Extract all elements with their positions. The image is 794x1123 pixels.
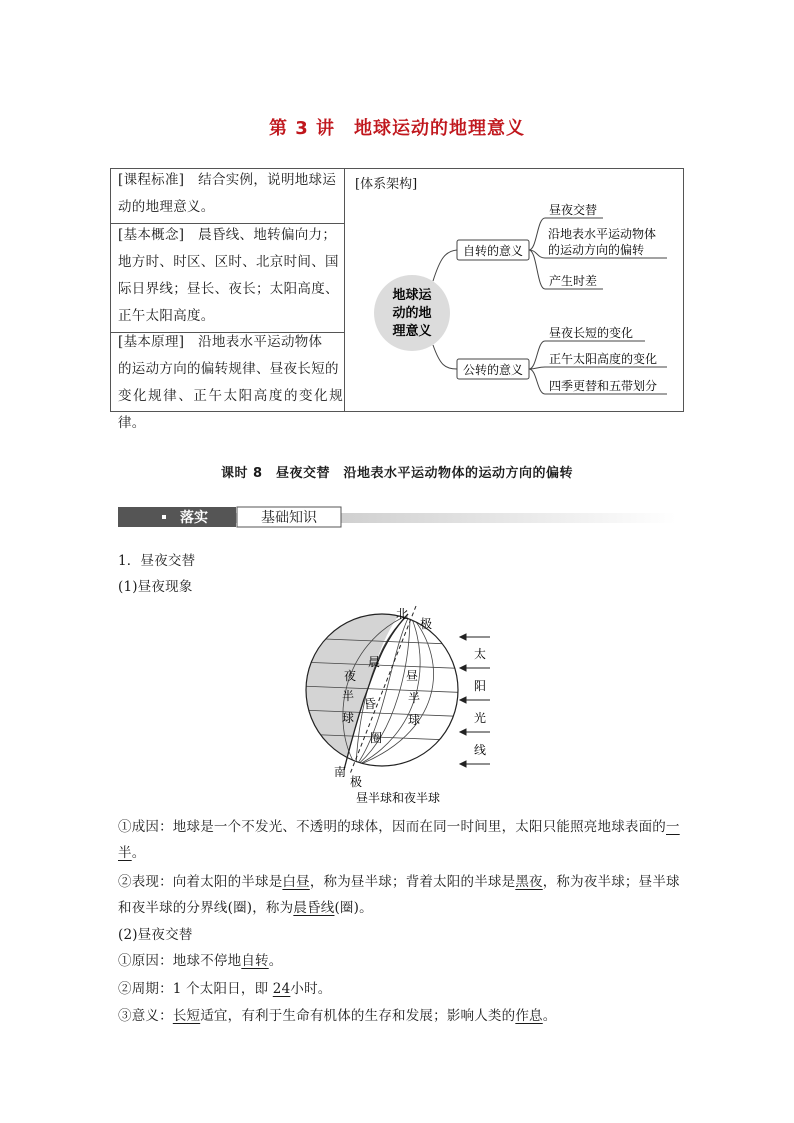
principles-text: 的运动方向的偏转规律、昼夜长短的 <box>118 361 339 377</box>
heading-day-night: 1．昼夜交替 <box>118 553 196 569</box>
principles-label: [基本原理] <box>118 334 185 350</box>
revolution-label: 公转的意义 <box>462 363 524 377</box>
answer-daytime: 白昼 <box>282 874 310 890</box>
answer-hours: 24 <box>272 981 291 997</box>
concepts-text: 地方时、时区、区时、北京时间、国 <box>118 254 339 270</box>
reason-text: ①原因：地球不停地 <box>118 953 242 969</box>
perf-text: (圈)。 <box>334 900 373 916</box>
south-pole-label: 南 <box>334 765 347 779</box>
concepts-cell <box>118 222 343 330</box>
curriculum-text: 动的地理意义。 <box>118 199 215 215</box>
center-label: 地球运 <box>392 288 432 303</box>
period-line <box>118 976 683 1002</box>
rotation-item: 昼夜交替 <box>549 203 598 217</box>
concept-map <box>345 169 683 411</box>
connector <box>433 345 457 369</box>
center-label: 动的地 <box>392 306 432 321</box>
banner-left-box <box>118 507 236 527</box>
meaning-text: 适宜，有利于生命有机体的生存和发展；影响人类的 <box>200 1008 516 1024</box>
period-text: ②周期：1 个太阳日，即 <box>118 981 273 997</box>
heading-alternation: (2)昼夜交替 <box>118 927 193 943</box>
connector <box>433 250 457 281</box>
lesson-title: 课时 8 昼夜交替 沿地表水平运动物体的运动方向的偏转 <box>220 466 574 481</box>
sunlight-label: 太 <box>474 647 487 661</box>
sunlight-label: 光 <box>474 711 487 725</box>
sunlight-label: 阳 <box>474 679 487 693</box>
figure-caption: 昼半球和夜半球 <box>355 791 441 805</box>
reason-line <box>118 948 683 974</box>
terminator-label: 昏 <box>364 697 377 711</box>
cause-paragraph <box>118 814 683 866</box>
structure-label: [体系架构] <box>355 177 418 192</box>
banner-left-text: 落实 <box>180 510 208 526</box>
connector <box>529 341 545 369</box>
sunlight-label: 线 <box>474 743 487 757</box>
rotation-item: 的运动方向的偏转 <box>548 243 645 257</box>
south-pole-label: 极 <box>350 775 363 789</box>
concepts-text: 际日界线；昼长、夜长；太阳高度、 <box>118 281 339 297</box>
answer-terminator: 晨昏线 <box>293 900 335 916</box>
banner-right-text: 基础知识 <box>261 510 317 526</box>
principles-text: 沿地表水平运动物体 <box>198 334 323 350</box>
night-label: 球 <box>342 711 355 725</box>
center-label: 理意义 <box>392 324 432 339</box>
connector <box>529 369 545 394</box>
rotation-item: 产生时差 <box>549 274 598 288</box>
answer-half: 一半 <box>118 819 680 861</box>
concepts-label: [基本概念] <box>118 227 185 243</box>
cause-text: ①成因：地球是一个不发光、不透明的球体，因而在同一时间里，太阳只能照亮地球表面的 <box>118 819 666 835</box>
principles-cell <box>118 329 343 437</box>
north-pole-label: 极 <box>420 617 433 631</box>
rotation-label: 自转的意义 <box>462 244 524 258</box>
day-label: 球 <box>408 713 421 727</box>
page-title: 第 3 讲 地球运动的地理意义 <box>268 118 526 139</box>
period-text: 小时。 <box>290 981 332 997</box>
concepts-text: 正午太阳高度。 <box>118 308 215 324</box>
meaning-text: ③意义： <box>118 1008 173 1024</box>
cause-text: 。 <box>131 845 146 861</box>
perf-text: ，称为夜半球；昼半 <box>542 874 667 890</box>
night-label: 夜 <box>344 669 357 683</box>
north-pole-label: 北 <box>396 607 409 621</box>
performance-paragraph <box>118 869 683 921</box>
day-label: 半 <box>408 691 421 705</box>
perf-text: 球和夜半球的分界线(圈)，称为 <box>118 874 680 916</box>
meaning-text: 。 <box>542 1008 557 1024</box>
terminator-label: 晨 <box>368 655 381 669</box>
framework-table <box>110 168 684 431</box>
answer-length: 长短 <box>172 1008 201 1024</box>
bullet-icon <box>162 515 166 519</box>
revolution-item: 四季更替和五带划分 <box>549 379 658 393</box>
answer-night: 黑夜 <box>515 874 543 890</box>
curriculum-cell <box>118 167 343 221</box>
concepts-text: 晨昏线、地转偏向力； <box>198 227 337 243</box>
perf-text: ，称为昼半球；背着太阳的半球是 <box>309 874 516 890</box>
connector <box>529 250 545 289</box>
reason-text: 。 <box>268 953 283 969</box>
day-night-figure <box>300 604 500 808</box>
revolution-item: 昼夜长短的变化 <box>549 326 634 340</box>
heading-phenomenon: (1)昼夜现象 <box>118 579 193 595</box>
connector <box>529 218 545 250</box>
section-banner <box>118 506 676 528</box>
rotation-item: 沿地表水平运动物体 <box>548 227 657 241</box>
meaning-line <box>118 1003 683 1029</box>
revolution-item: 正午太阳高度的变化 <box>549 352 658 366</box>
perf-text: ②表现：向着太阳的半球是 <box>118 874 283 890</box>
principles-text: 变化规律、正午太阳高度的变化规律。 <box>118 388 343 431</box>
answer-routine: 作息 <box>515 1008 543 1024</box>
terminator-label: 圈 <box>370 731 383 745</box>
curriculum-label: [课程标准] <box>118 172 185 188</box>
night-label: 半 <box>342 689 355 703</box>
curriculum-text: 结合实例，说明地球运 <box>198 172 337 188</box>
answer-rotation: 自转 <box>241 953 269 969</box>
day-label: 昼 <box>406 669 419 683</box>
